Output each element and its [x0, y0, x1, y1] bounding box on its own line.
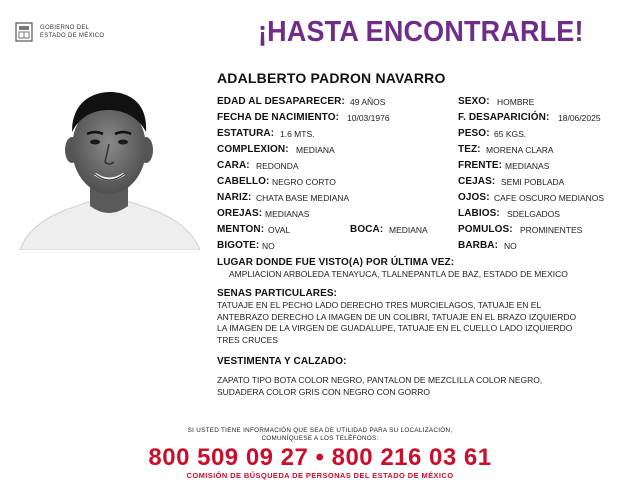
clothing-label: VESTIMENTA Y CALZADO: — [217, 356, 347, 367]
gov-line2: ESTADO DE MÉXICO — [40, 33, 105, 39]
labios-value: SDELGADOS — [507, 209, 560, 219]
frente-value: MEDIANAS — [505, 161, 550, 171]
clothing-text — [217, 375, 542, 398]
person-name: ADALBERTO PADRON NAVARRO — [217, 70, 446, 86]
menton-value: OVAL — [268, 225, 291, 235]
cejas-label: CEJAS: — [458, 176, 496, 187]
state-seal-icon — [14, 20, 34, 44]
footer-note-line1: SI USTED TIENE INFORMACIÓN QUE SEA DE UTILIDAD PARA SU LOCALIZACIÓN, — [187, 427, 453, 434]
cara-value: REDONDA — [256, 161, 299, 171]
nariz-label: NARIZ: — [217, 192, 252, 203]
barba-value: NO — [504, 241, 517, 251]
missing-person-photo — [10, 70, 206, 250]
location-value: AMPLIACION ARBOLEDA TENAYUCA, TLALNEPANTLA DE BAZ, ESTADO DE MEXICO — [229, 269, 568, 279]
tez-value: MORENA CLARA — [486, 145, 554, 155]
marks-label: SENAS PARTICULARES: — [217, 288, 338, 299]
complexion-label: COMPLEXION: — [217, 144, 289, 155]
edad-label: EDAD AL DESAPARECER: — [217, 96, 345, 107]
sexo-label: SEXO: — [458, 96, 490, 107]
clothing-line2: SUDADERA COLOR GRIS CON NEGRO CON GORRO — [217, 386, 430, 397]
complexion-value: MEDIANA — [296, 145, 335, 155]
cabello-label: CABELLO: — [217, 176, 270, 187]
person-photo-illustration — [10, 70, 206, 250]
marks-line3: LA IMAGEN DE LA VIRGEN DE GUADALUPE, TATUAJE EN EL CUELLO LADO IZQUIERDO — [217, 323, 573, 333]
ojos-label: OJOS: — [458, 192, 490, 203]
fecha-desaparicion-value: 18/06/2025 — [558, 113, 601, 123]
location-label: LUGAR DONDE FUE VISTO(A) POR ÚLTIMA VEZ: — [217, 257, 455, 268]
boca-value: MEDIANA — [389, 225, 428, 235]
marks-text — [217, 300, 576, 346]
clothing-line1: ZAPATO TIPO BOTA COLOR NEGRO, PANTALON DE MEZCLILLA COLOR NEGRO, — [217, 375, 543, 385]
government-logo — [14, 20, 124, 46]
headline: ¡HASTA ENCONTRARLE! — [258, 16, 584, 48]
peso-value: 65 KGS. — [494, 129, 527, 139]
fecha-nacimiento-value: 10/03/1976 — [347, 113, 390, 123]
frente-label: FRENTE: — [458, 160, 503, 171]
marks-line2: ANTEBRAZO DERECHO LA IMAGEN DE UN COLIBRI, TATUAJE EN EL BRAZO IZQUIERDO — [217, 311, 577, 322]
marks-line1: TATUAJE EN EL PECHO LADO DERECHO TRES MURCIELAGOS, TATUAJE EN EL — [217, 300, 542, 310]
estatura-label: ESTATURA: — [217, 128, 275, 139]
barba-label: BARBA: — [458, 240, 499, 251]
orejas-label: OREJAS: — [217, 208, 263, 219]
cara-label: CARA: — [217, 160, 250, 171]
sexo-value: HOMBRE — [497, 97, 535, 107]
footer-note-line2: COMUNÍQUESE A LOS TELÉFONOS: — [261, 435, 379, 442]
tez-label: TEZ: — [458, 144, 481, 155]
cabello-value: NEGRO CORTO — [272, 177, 336, 187]
bigote-value: NO — [262, 241, 275, 251]
gov-line1: GOBIERNO DEL — [40, 25, 90, 31]
menton-label: MENTON: — [217, 224, 265, 235]
edad-value: 49 AÑOS — [350, 97, 386, 107]
nariz-value: CHATA BASE MEDIANA — [256, 193, 350, 203]
marks-line4: TRES CRUCES — [217, 334, 278, 345]
orejas-value: MEDIANAS — [265, 209, 310, 219]
peso-label: PESO: — [458, 128, 490, 139]
commission-name: COMISIÓN DE BÚSQUEDA DE PERSONAS DEL ESTADO DE MÉXICO — [186, 471, 454, 480]
fecha-desaparicion-label: F. DESAPARICIÓN: — [458, 112, 550, 123]
pomulos-value: PROMINENTES — [520, 225, 583, 235]
estatura-value: 1.6 MTS. — [280, 129, 315, 139]
ojos-value: CAFE OSCURO MEDIANOS — [494, 193, 605, 203]
bigote-label: BIGOTE: — [217, 240, 260, 251]
phone-numbers: 800 509 09 27 • 800 216 03 61 — [148, 444, 492, 471]
cejas-value: SEMI POBLADA — [501, 177, 565, 187]
boca-label: BOCA: — [350, 224, 384, 235]
pomulos-label: POMULOS: — [458, 224, 513, 235]
labios-label: LABIOS: — [458, 208, 500, 219]
fecha-nacimiento-label: FECHA DE NACIMIENTO: — [217, 112, 339, 123]
